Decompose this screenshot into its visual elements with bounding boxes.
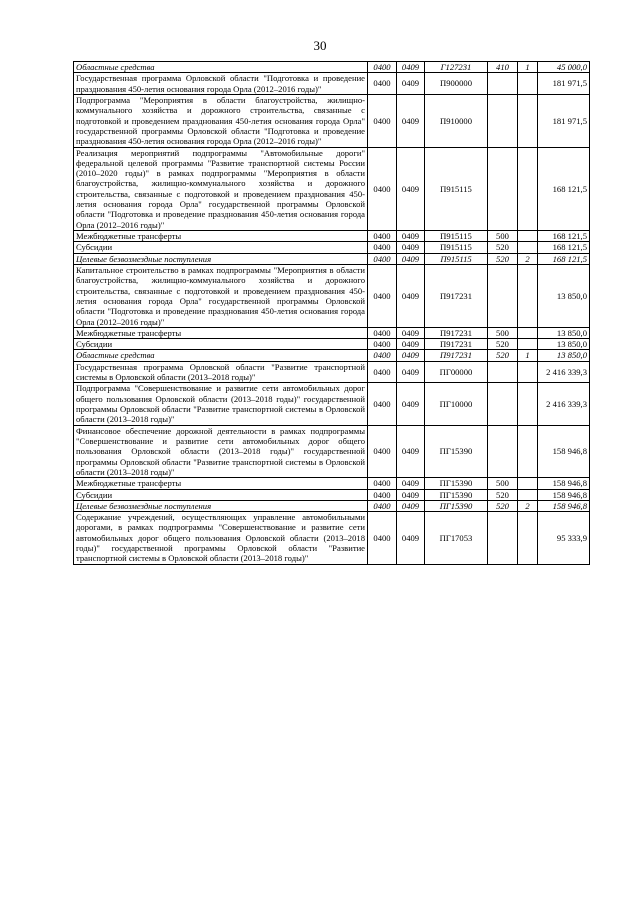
row-section-code-cell: 0400: [368, 512, 397, 565]
row-target-article-cell: П915115: [425, 147, 488, 231]
row-subsection-code-cell: 0409: [397, 147, 425, 231]
row-subsection-code-cell: 0409: [397, 73, 425, 95]
row-source-code-cell: [518, 478, 538, 489]
row-source-code-cell: [518, 489, 538, 500]
row-target-article-cell: ПГ00000: [425, 361, 488, 383]
row-target-article-cell: П917231: [425, 339, 488, 350]
row-subsection-code-cell: 0409: [397, 500, 425, 511]
row-source-code-cell: [518, 361, 538, 383]
row-source-code-cell: 2: [518, 253, 538, 264]
row-target-article-cell: П915115: [425, 231, 488, 242]
row-amount-cell: 95 333,9: [538, 512, 590, 565]
row-section-code-cell: 0400: [368, 350, 397, 361]
table-row: [74, 361, 590, 383]
row-subsection-code-cell: 0409: [397, 383, 425, 425]
row-subsection-code-cell: 0409: [397, 350, 425, 361]
row-expense-type-cell: [488, 94, 518, 147]
row-name-cell: Целевые безвозмездные поступления: [74, 253, 368, 264]
row-amount-cell: 2 416 339,3: [538, 361, 590, 383]
row-section-code-cell: 0400: [368, 147, 397, 231]
row-expense-type-cell: 500: [488, 231, 518, 242]
row-subsection-code-cell: 0409: [397, 264, 425, 327]
row-subsection-code-cell: 0409: [397, 62, 425, 73]
row-section-code-cell: 0400: [368, 253, 397, 264]
row-amount-cell: 13 850,0: [538, 264, 590, 327]
row-expense-type-cell: [488, 361, 518, 383]
row-target-article-cell: П910000: [425, 94, 488, 147]
row-source-code-cell: [518, 147, 538, 231]
row-name-cell: Межбюджетные трансферты: [74, 327, 368, 338]
table-row: [74, 383, 590, 425]
row-expense-type-cell: [488, 147, 518, 231]
row-amount-cell: 158 946,8: [538, 478, 590, 489]
row-expense-type-cell: 520: [488, 500, 518, 511]
row-target-article-cell: П900000: [425, 73, 488, 95]
row-expense-type-cell: [488, 383, 518, 425]
row-subsection-code-cell: 0409: [397, 361, 425, 383]
row-name-cell: Финансовое обеспечение дорожной деятельности в рамках подпрограммы "Совершенствование и развитие сети автомобильных дорог общего пользования Орловской области (2013–2018 годы)" государственной программы Орловской области "Развитие транспортной системы в Орловской области (2013–2018 годы)": [74, 425, 368, 478]
table-row: [74, 147, 590, 231]
row-name-cell: Субсидии: [74, 489, 368, 500]
row-source-code-cell: [518, 242, 538, 253]
table-row: [74, 350, 590, 361]
table-row: [74, 231, 590, 242]
row-source-code-cell: 1: [518, 350, 538, 361]
row-section-code-cell: 0400: [368, 339, 397, 350]
row-expense-type-cell: [488, 264, 518, 327]
table-row: [74, 253, 590, 264]
row-target-article-cell: П917231: [425, 264, 488, 327]
row-subsection-code-cell: 0409: [397, 339, 425, 350]
row-source-code-cell: [518, 512, 538, 565]
row-expense-type-cell: 520: [488, 253, 518, 264]
row-target-article-cell: П915115: [425, 242, 488, 253]
row-amount-cell: 168 121,5: [538, 231, 590, 242]
table-row: [74, 94, 590, 147]
row-expense-type-cell: [488, 512, 518, 565]
row-expense-type-cell: [488, 425, 518, 478]
row-source-code-cell: [518, 383, 538, 425]
row-expense-type-cell: 520: [488, 339, 518, 350]
row-section-code-cell: 0400: [368, 361, 397, 383]
row-target-article-cell: П917231: [425, 327, 488, 338]
row-name-cell: Субсидии: [74, 339, 368, 350]
row-expense-type-cell: 410: [488, 62, 518, 73]
page-number: 30: [313, 38, 327, 53]
row-subsection-code-cell: 0409: [397, 327, 425, 338]
row-section-code-cell: 0400: [368, 425, 397, 478]
row-name-cell: Межбюджетные трансферты: [74, 231, 368, 242]
row-subsection-code-cell: 0409: [397, 478, 425, 489]
row-subsection-code-cell: 0409: [397, 242, 425, 253]
row-target-article-cell: Г127231: [425, 62, 488, 73]
row-name-cell: Областные средства: [74, 350, 368, 361]
row-expense-type-cell: 500: [488, 327, 518, 338]
row-subsection-code-cell: 0409: [397, 231, 425, 242]
row-source-code-cell: [518, 264, 538, 327]
row-expense-type-cell: 520: [488, 489, 518, 500]
row-name-cell: Областные средства: [74, 62, 368, 73]
row-name-cell: Реализация мероприятий подпрограммы "Автомобильные дороги" федеральной целевой программы "Развитие транспортной системы России (2010–2020 годы)" в рамках подпрограммы "Мероприятия в области благоустройства, жилищно-коммунального хозяйства и дорожного строительства, связанные с подготовкой и проведением празднования 450-летия основания города Орла" государственной программы Орловской области "Подготовка и проведение празднования 450-летия основания города Орла (2012–2016 годы)": [74, 147, 368, 231]
table-row: [74, 62, 590, 73]
row-target-article-cell: ПГ10000: [425, 383, 488, 425]
row-expense-type-cell: [488, 73, 518, 95]
row-amount-cell: 13 850,0: [538, 327, 590, 338]
table-row: [74, 242, 590, 253]
budget-table: [73, 61, 590, 565]
row-expense-type-cell: 500: [488, 478, 518, 489]
budget-table-body: [74, 62, 590, 565]
table-row: [74, 73, 590, 95]
row-source-code-cell: [518, 339, 538, 350]
row-subsection-code-cell: 0409: [397, 512, 425, 565]
table-row: [74, 339, 590, 350]
row-name-cell: Подпрограмма "Мероприятия в области благоустройства, жилищно-коммунального хозяйства и дорожного строительства, связанные с подготовкой и проведением празднования 450-летия основания города Орла" государственной программы Орловской области "Подготовка и проведение празднования 450-летия основания города Орла (2012–2016 годы)": [74, 94, 368, 147]
row-amount-cell: 181 971,5: [538, 73, 590, 95]
row-amount-cell: 45 000,0: [538, 62, 590, 73]
row-source-code-cell: 2: [518, 500, 538, 511]
row-name-cell: Субсидии: [74, 242, 368, 253]
row-source-code-cell: [518, 231, 538, 242]
row-section-code-cell: 0400: [368, 242, 397, 253]
row-amount-cell: 2 416 339,3: [538, 383, 590, 425]
row-name-cell: Капитальное строительство в рамках подпрограммы "Мероприятия в области благоустройства, жилищно-коммунального хозяйства и дорожного строительства, связанные с подготовкой и проведением празднования 450-летия основания города Орла" государственной программы Орловской области "Подготовка и проведение празднования 450-летия основания города Орла (2012–2016 годы)": [74, 264, 368, 327]
table-row: [74, 512, 590, 565]
row-source-code-cell: 1: [518, 62, 538, 73]
row-amount-cell: 158 946,8: [538, 489, 590, 500]
row-target-article-cell: П915115: [425, 253, 488, 264]
row-subsection-code-cell: 0409: [397, 489, 425, 500]
row-name-cell: Межбюджетные трансферты: [74, 478, 368, 489]
row-target-article-cell: ПГ15390: [425, 478, 488, 489]
row-amount-cell: 13 850,0: [538, 339, 590, 350]
table-row: [74, 478, 590, 489]
row-amount-cell: 13 850,0: [538, 350, 590, 361]
row-target-article-cell: ПГ15390: [425, 500, 488, 511]
row-section-code-cell: 0400: [368, 327, 397, 338]
row-target-article-cell: ПГ15390: [425, 489, 488, 500]
row-target-article-cell: ПГ17053: [425, 512, 488, 565]
row-name-cell: Целевые безвозмездные поступления: [74, 500, 368, 511]
row-amount-cell: 168 121,5: [538, 242, 590, 253]
row-section-code-cell: 0400: [368, 73, 397, 95]
row-amount-cell: 181 971,5: [538, 94, 590, 147]
row-target-article-cell: ПГ15390: [425, 425, 488, 478]
row-section-code-cell: 0400: [368, 264, 397, 327]
row-name-cell: Содержание учреждений, осуществляющих управление автомобильными дорогами, в рамках подпрограммы "Совершенствование и развитие сети автомобильных дорог общего пользования Орловской области (2013–2018 годы)" государственной программы Орловской области "Развитие транспортной системы в Орловской области (2013–2018 годы)": [74, 512, 368, 565]
row-name-cell: Подпрограмма "Совершенствование и развитие сети автомобильных дорог общего пользования Орловской области (2013–2018 годы)" государственной программы Орловской области "Развитие транспортной системы в Орловской области (2013–2018 годы)": [74, 383, 368, 425]
row-subsection-code-cell: 0409: [397, 425, 425, 478]
row-amount-cell: 158 946,8: [538, 500, 590, 511]
row-source-code-cell: [518, 94, 538, 147]
row-subsection-code-cell: 0409: [397, 94, 425, 147]
row-section-code-cell: 0400: [368, 489, 397, 500]
row-source-code-cell: [518, 73, 538, 95]
row-section-code-cell: 0400: [368, 478, 397, 489]
row-name-cell: Государственная программа Орловской области "Подготовка и проведение празднования 450-летия основания города Орла (2012–2016 годы)": [74, 73, 368, 95]
table-row: [74, 425, 590, 478]
row-name-cell: Государственная программа Орловской области "Развитие транспортной системы в Орловской области (2013–2018 годы)": [74, 361, 368, 383]
row-section-code-cell: 0400: [368, 231, 397, 242]
row-section-code-cell: 0400: [368, 94, 397, 147]
table-row: [74, 264, 590, 327]
row-expense-type-cell: 520: [488, 350, 518, 361]
row-source-code-cell: [518, 425, 538, 478]
row-target-article-cell: П917231: [425, 350, 488, 361]
row-expense-type-cell: 520: [488, 242, 518, 253]
table-row: [74, 489, 590, 500]
row-amount-cell: 168 121,5: [538, 147, 590, 231]
row-amount-cell: 168 121,5: [538, 253, 590, 264]
row-subsection-code-cell: 0409: [397, 253, 425, 264]
table-row: [74, 327, 590, 338]
table-row: [74, 500, 590, 511]
row-section-code-cell: 0400: [368, 62, 397, 73]
row-section-code-cell: 0400: [368, 383, 397, 425]
row-amount-cell: 158 946,8: [538, 425, 590, 478]
row-source-code-cell: [518, 327, 538, 338]
row-section-code-cell: 0400: [368, 500, 397, 511]
